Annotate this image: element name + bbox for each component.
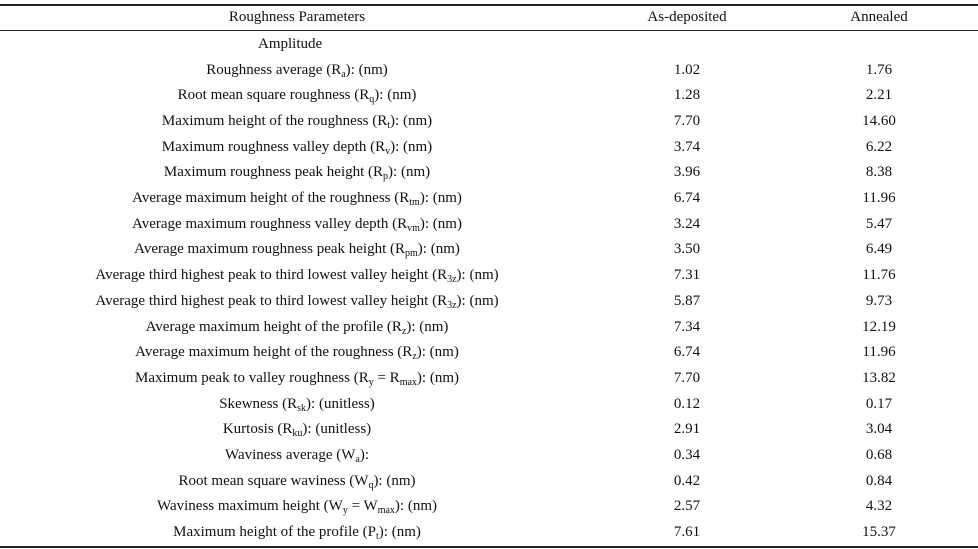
param-unit: ): xyxy=(359,447,370,463)
annealed-value: 12.19 xyxy=(862,318,896,335)
table-row xyxy=(0,186,978,211)
table-row xyxy=(0,83,978,108)
param-subscript: q xyxy=(369,94,375,106)
param-subscript: 3z xyxy=(447,274,457,286)
as-deposited-value: 3.24 xyxy=(673,215,701,232)
table-header-row xyxy=(0,5,978,30)
annealed-value: 1.76 xyxy=(865,61,893,78)
param-text: Average maximum roughness peak height (R xyxy=(134,241,406,258)
table-row xyxy=(0,366,978,391)
param-text: Maximum height of the roughness (R xyxy=(161,112,388,129)
header-annealed: Annealed xyxy=(850,9,908,25)
section-row xyxy=(0,32,978,57)
table-header-rule xyxy=(0,30,978,31)
param-unit: ): (nm) xyxy=(394,498,437,515)
annealed-value: 15.37 xyxy=(862,524,896,541)
param-subscript: vm xyxy=(407,222,420,234)
as-deposited-value: 7.61 xyxy=(673,524,701,541)
annealed-value: 0.84 xyxy=(865,472,893,489)
param-text: Skewness (R xyxy=(219,395,298,412)
parameter-name xyxy=(0,443,594,468)
table-row xyxy=(0,160,978,185)
as-deposited-value: 2.91 xyxy=(673,421,701,438)
annealed-value: 6.22 xyxy=(865,138,893,155)
param-unit: ): (nm) xyxy=(419,190,462,206)
table-row xyxy=(0,263,978,288)
annealed-value: 2.21 xyxy=(865,87,893,104)
table-row xyxy=(0,392,978,417)
param-unit: ): (nm) xyxy=(345,61,388,78)
as-deposited-value: 1.28 xyxy=(673,87,701,104)
parameter-name xyxy=(0,494,594,519)
param-subscript: y xyxy=(342,505,348,517)
as-deposited-value: 0.34 xyxy=(673,447,701,463)
param-subscript: ku xyxy=(292,428,303,440)
as-deposited-value: 0.12 xyxy=(673,395,701,412)
param-subscript: z xyxy=(412,351,417,363)
annealed-value: 3.04 xyxy=(865,421,893,438)
param-text: Average maximum height of the roughness (R xyxy=(135,344,413,361)
parameter-name xyxy=(0,469,594,494)
param-unit: ): (nm) xyxy=(416,369,459,386)
param-subscript: q xyxy=(368,479,374,491)
param-unit: ): (nm) xyxy=(390,138,433,155)
param-text-mid: = R xyxy=(373,369,400,386)
annealed-value: 11.96 xyxy=(862,190,896,206)
param-subscript-2: max xyxy=(377,505,395,517)
table-row xyxy=(0,469,978,494)
table-bottom-rule xyxy=(0,546,978,548)
annealed-value: 0.68 xyxy=(865,447,893,463)
parameter-name xyxy=(0,186,594,211)
as-deposited-value: 7.31 xyxy=(673,267,701,284)
annealed-value: 4.32 xyxy=(865,498,893,515)
param-text: Average third highest peak to third lowest valley height (R xyxy=(95,267,448,284)
param-text: Average maximum height of the roughness (R xyxy=(132,190,410,206)
param-unit: ): (nm) xyxy=(390,112,433,129)
table-row xyxy=(0,520,978,545)
param-unit: ): (unitless) xyxy=(302,421,372,438)
param-unit: ): (nm) xyxy=(456,267,499,284)
table-row xyxy=(0,417,978,442)
param-text: Average maximum height of the profile (R xyxy=(145,318,402,335)
param-text: Average maximum roughness valley depth (R xyxy=(132,215,408,232)
as-deposited-value: 3.74 xyxy=(673,138,701,155)
as-deposited-value: 7.70 xyxy=(673,112,701,129)
parameter-name xyxy=(0,340,594,365)
param-subscript: a xyxy=(341,68,346,80)
annealed-value: 14.60 xyxy=(862,112,896,129)
table-row xyxy=(0,443,978,468)
param-text: Maximum roughness peak height (R xyxy=(163,164,384,181)
param-text: Waviness maximum height (W xyxy=(157,498,343,515)
as-deposited-value: 3.50 xyxy=(673,241,701,258)
annealed-value: 11.76 xyxy=(862,267,896,284)
param-subscript: 3z xyxy=(447,299,457,311)
table-row xyxy=(0,212,978,237)
annealed-value: 11.96 xyxy=(862,344,896,361)
param-text-mid: = W xyxy=(347,498,378,515)
table-row xyxy=(0,58,978,83)
as-deposited-value: 6.74 xyxy=(673,344,701,361)
as-deposited-value: 2.57 xyxy=(673,498,701,515)
parameter-name xyxy=(0,366,594,391)
param-subscript: pm xyxy=(405,248,418,260)
header-as-deposited: As-deposited xyxy=(647,9,727,25)
parameter-name xyxy=(0,417,594,442)
table-row xyxy=(0,340,978,365)
param-text: Maximum peak to valley roughness (R xyxy=(135,369,369,386)
parameter-name xyxy=(0,315,594,340)
param-subscript-2: max xyxy=(399,376,417,388)
param-unit: ): (nm) xyxy=(388,164,431,181)
param-unit: ): (nm) xyxy=(374,87,417,104)
section-label-amplitude: Amplitude xyxy=(258,36,323,52)
annealed-value: 0.17 xyxy=(865,395,893,412)
parameter-name xyxy=(0,520,594,545)
param-unit: ): (nm) xyxy=(406,318,449,335)
table-row xyxy=(0,494,978,519)
as-deposited-value: 7.70 xyxy=(673,369,701,386)
param-subscript: y xyxy=(368,376,374,388)
annealed-value: 6.49 xyxy=(865,241,893,258)
param-text: Maximum height of the profile (P xyxy=(173,524,377,541)
param-subscript: tm xyxy=(409,197,420,208)
param-unit: ): (nm) xyxy=(456,292,499,309)
parameter-name xyxy=(0,263,594,288)
parameter-name xyxy=(0,237,594,262)
table-row xyxy=(0,315,978,340)
as-deposited-value: 1.02 xyxy=(673,61,701,78)
table-row xyxy=(0,135,978,160)
param-subscript: v xyxy=(385,145,391,157)
parameter-name xyxy=(0,289,594,314)
param-unit: ): (nm) xyxy=(378,524,421,541)
param-subscript: a xyxy=(355,454,360,465)
parameter-name xyxy=(0,392,594,417)
parameter-name xyxy=(0,212,594,237)
param-text: Roughness average (R xyxy=(206,61,342,78)
as-deposited-value: 6.74 xyxy=(673,190,701,206)
param-subscript: p xyxy=(383,171,389,183)
param-unit: ): (unitless) xyxy=(306,395,375,412)
param-subscript: t xyxy=(376,531,379,543)
table-row xyxy=(0,109,978,134)
param-text: Average third highest peak to third lowest valley height (R xyxy=(95,292,448,309)
parameter-name xyxy=(0,58,594,83)
as-deposited-value: 3.96 xyxy=(673,164,701,181)
parameter-name xyxy=(0,83,594,108)
param-unit: ): (nm) xyxy=(419,215,462,232)
annealed-value: 9.73 xyxy=(865,292,893,309)
table-row xyxy=(0,289,978,314)
annealed-value: 5.47 xyxy=(865,215,893,232)
param-subscript: sk xyxy=(297,402,307,414)
param-text: Root mean square waviness (W xyxy=(178,472,369,489)
parameter-name xyxy=(0,109,594,134)
as-deposited-value: 7.34 xyxy=(673,318,701,335)
param-text: Waviness average (W xyxy=(224,447,356,463)
param-subscript: t xyxy=(387,119,391,131)
parameter-name xyxy=(0,160,594,185)
as-deposited-value: 5.87 xyxy=(673,292,701,309)
param-text: Kurtosis (R xyxy=(222,421,293,438)
as-deposited-value: 0.42 xyxy=(673,472,701,489)
annealed-value: 13.82 xyxy=(862,369,896,386)
param-unit: ): (nm) xyxy=(416,344,459,361)
param-text: Maximum roughness valley depth (R xyxy=(161,138,386,155)
parameter-name xyxy=(0,135,594,160)
param-text: Root mean square roughness (R xyxy=(177,87,370,104)
annealed-value: 8.38 xyxy=(865,164,893,181)
table-row xyxy=(0,237,978,262)
header-roughness-parameters: Roughness Parameters xyxy=(228,9,366,25)
param-subscript: z xyxy=(401,325,407,337)
param-unit: ): (nm) xyxy=(373,472,416,489)
param-unit: ): (nm) xyxy=(417,241,460,258)
